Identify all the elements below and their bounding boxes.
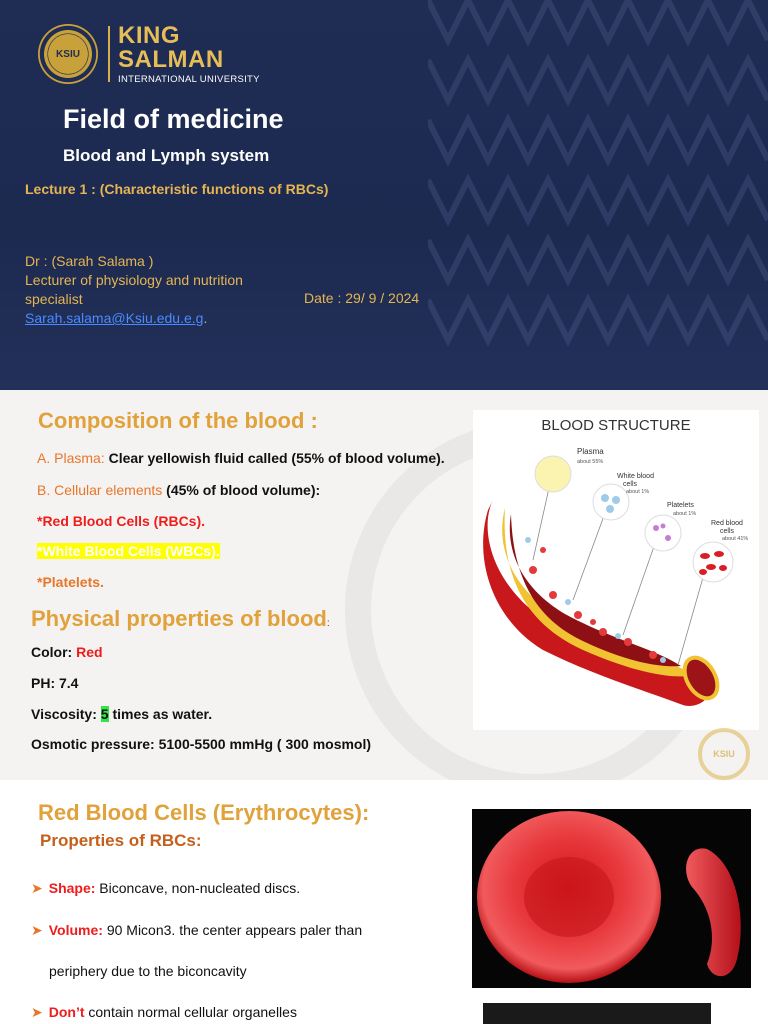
image-caption-box [483,1003,711,1024]
physical-properties-heading [31,606,330,632]
cellular-label: B. Cellular elements [37,482,163,498]
doctor-name: Dr : (Sarah Salama ) [25,253,154,269]
dont-key: Don’t [48,1004,85,1020]
blood-vessel-illustration [473,410,759,730]
composition-heading: Composition of the blood : [38,408,318,433]
rbc-fig-label-1: Red blood [711,520,743,527]
wbc-circle [593,484,629,520]
platelets-item: *Platelets. [37,574,104,590]
color-value: Red [76,644,103,660]
viscosity-line [31,706,212,722]
shape-text: Biconcave, non-nucleated discs. [95,880,301,896]
rbc-properties-subheading: Properties of RBCs: [40,831,202,850]
rbc-fig-label-2: cells [720,528,735,535]
email-link[interactable]: Sarah.salama@Ksiu.edu.e.g [25,310,204,326]
volume-continuation: periphery due to the biconcavity [49,963,247,979]
viscosity-value: 5 [100,706,109,722]
volume-text: 90 Micon3. the center appears paler than [102,922,363,938]
small-ksiu-seal-icon: KSIU [698,728,750,780]
logo-line-salman: SALMAN [118,46,224,73]
email-line [25,309,243,328]
volume-key: Volume: [48,922,103,938]
rbc-heading: Red Blood Cells (Erythrocytes): [38,800,370,825]
university-logo [38,24,260,85]
platelet-fig-label: Platelets [667,502,694,509]
plasma-fig-label: Plasma [577,447,604,456]
viscosity-label: Viscosity: [31,706,101,722]
osmotic-line: Osmotic pressure: 5100-5500 mmHg ( 300 mosmol) [31,736,372,752]
title-slide [0,0,768,390]
viscosity-suffix: times as water. [108,706,213,722]
rbc-slide [0,780,768,1024]
platelet-circle [645,515,681,551]
rbc-side-view [686,848,741,976]
email-suffix: . [203,310,208,326]
ph-line: PH: 7.4 [31,675,79,691]
lecture-date: Date : 29/ 9 / 2024 [304,290,420,306]
plasma-fig-pct: about 55% [577,459,604,465]
ksiu-seal-icon [38,24,98,84]
plasma-label: A. Plasma: [37,450,105,466]
arrow-bullet-icon: ➤ [31,880,43,896]
logo-line-king: KING [118,22,180,49]
rbc-circle [693,542,733,582]
lecture-title: Lecture 1 : (Characteristic functions of RBCs) [25,181,329,197]
blood-structure-figure [473,410,759,730]
physical-properties-colon: : [326,618,330,629]
color-line [31,644,103,660]
cellular-line [37,482,320,498]
zigzag-pattern [428,0,768,390]
logo-divider [108,26,110,82]
rbc-center-concavity [524,857,614,937]
color-label: Color: [31,644,77,660]
cellular-text: (45% of blood volume): [162,482,321,498]
arrow-bullet-icon: ➤ [31,1004,43,1020]
lecturer-role-cont: specialist [25,291,83,307]
rbc-fig-pct: about 41% [722,536,749,542]
seal-text: KSIU [48,34,88,74]
wbc-fig-label-2: cells [623,481,638,488]
slide-subtitle: Blood and Lymph system [63,146,270,165]
rbc-illustration [472,809,751,988]
wbc-fig-label-1: White blood [617,473,654,480]
physical-properties-text: Physical properties of blood [31,606,327,631]
organelles-bullet [31,1004,297,1021]
wbc-item: *White Blood Cells (WBCs). [37,543,220,559]
rbc-3d-image [472,809,751,988]
shape-bullet [31,880,300,897]
wbc-fig-pct: about 1% [626,489,650,495]
slide-title: Field of medicine [63,104,284,134]
lecturer-info [25,252,243,328]
platelet-fig-pct: about 1% [673,511,697,517]
composition-slide [0,390,768,780]
figure-title: BLOOD STRUCTURE [541,417,691,434]
rbc-item: *Red Blood Cells (RBCs). [37,513,206,529]
plasma-text: Clear yellowish fluid called (55% of blood volume). [104,450,445,466]
plasma-circle [535,456,571,492]
dont-text: contain normal cellular organelles [84,1004,297,1020]
volume-bullet [31,922,362,939]
plasma-line [37,450,445,466]
shape-key: Shape: [48,880,96,896]
lecturer-role: Lecturer of physiology and nutrition [25,272,243,288]
logo-wordmark [118,24,260,85]
logo-line-university: INTERNATIONAL UNIVERSITY [118,74,260,85]
arrow-bullet-icon: ➤ [31,922,43,938]
wbc-line [37,543,220,559]
